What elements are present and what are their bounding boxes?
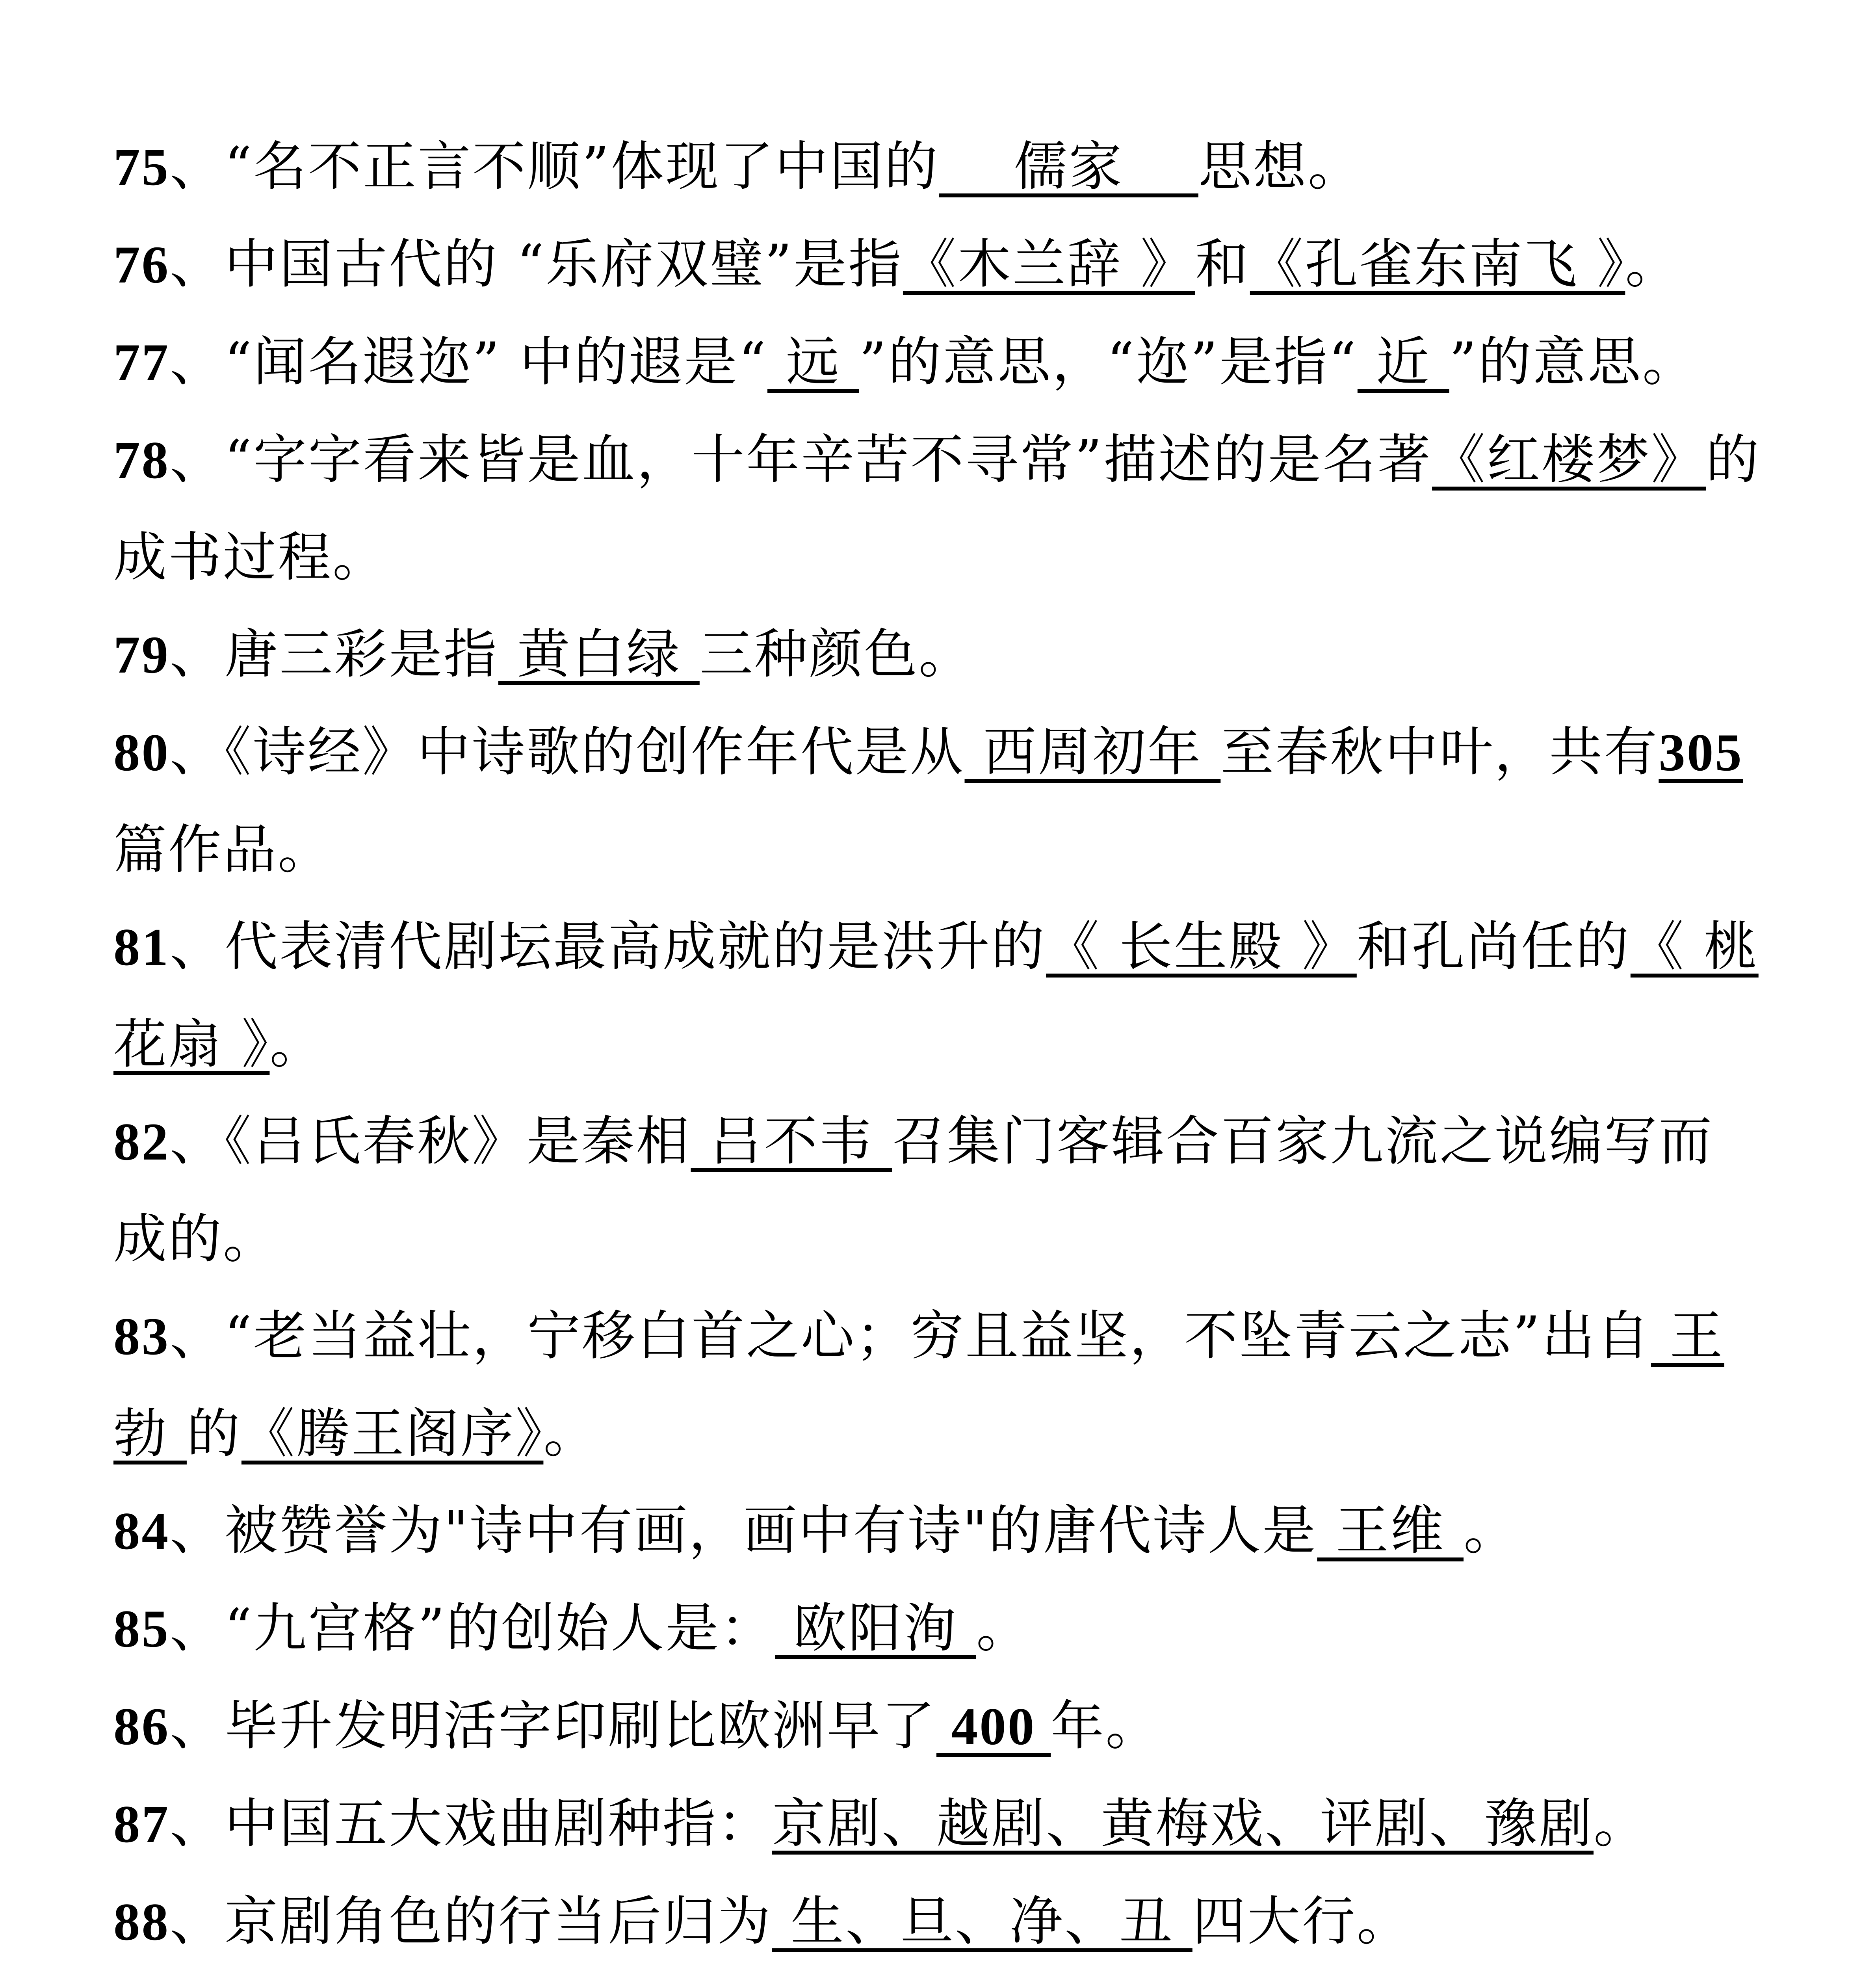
question-text: 四大行。 — [1192, 1890, 1412, 1952]
question-text: 。 — [976, 1597, 1031, 1659]
question-86 — [113, 1678, 1768, 1775]
question-text: 、毕升发明活字印刷比欧洲早了 — [170, 1695, 936, 1757]
answer-blank: 吕不韦 — [691, 1110, 892, 1172]
answer-blank: 欧阳洵 — [775, 1597, 976, 1659]
answer-blank: 《孔雀东南飞 》 — [1250, 233, 1625, 295]
question-text: 。 — [1625, 233, 1680, 295]
question-78 — [113, 411, 1768, 606]
answer-blank: 400 — [936, 1697, 1051, 1756]
answer-blank: 远 — [767, 331, 859, 393]
answer-blank: 西周初年 — [964, 721, 1221, 783]
question-87 — [113, 1775, 1768, 1873]
question-75 — [113, 118, 1768, 216]
answer-blank: 王维 — [1317, 1500, 1464, 1561]
question-number: 77 — [113, 333, 170, 392]
question-number: 83 — [113, 1307, 170, 1366]
question-79 — [113, 606, 1768, 704]
question-85 — [113, 1580, 1768, 1678]
question-80 — [113, 704, 1768, 898]
question-76 — [113, 216, 1768, 314]
answer-blank: 王勃 — [113, 1305, 1724, 1464]
question-number: 87 — [113, 1795, 170, 1854]
question-text: 、“字字看来皆是血，十年辛苦不寻常”描述的是名著 — [170, 429, 1432, 491]
question-text: 、《诗经》中诗歌的创作年代是从 — [170, 721, 965, 783]
question-text: 和孔尚任的 — [1356, 916, 1631, 978]
question-text: 年。 — [1051, 1695, 1160, 1757]
question-text: ”的意思。 — [1449, 331, 1697, 393]
question-text: 、代表清代剧坛最高成就的是洪升的 — [170, 916, 1046, 978]
question-text: 的 — [186, 1403, 241, 1464]
question-82 — [113, 1093, 1768, 1288]
answer-blank: 《腾王阁序》 — [241, 1403, 544, 1464]
answer-blank: 《 桃花扇 》 — [113, 916, 1759, 1075]
question-number: 82 — [113, 1113, 170, 1171]
question-text: 、被赞誉为"诗中有画，画中有诗"的唐代诗人是 — [170, 1500, 1317, 1561]
question-text: 。 — [1594, 1793, 1648, 1855]
question-text: 的成书过程。 — [113, 429, 1761, 588]
answer-blank: 《 长生殿 》 — [1046, 916, 1357, 978]
question-text: 至春秋中叶，共有 — [1220, 721, 1659, 783]
question-88 — [113, 1873, 1768, 1970]
question-text: 。 — [543, 1403, 598, 1464]
answer-blank: 生、旦、净、丑 — [772, 1890, 1192, 1952]
question-84 — [113, 1482, 1768, 1580]
question-number: 79 — [113, 626, 170, 684]
question-number: 75 — [113, 138, 170, 197]
question-text: 、“名不正言不顺”体现了中国的 — [170, 136, 940, 197]
question-text: 、京剧角色的行当后归为 — [170, 1890, 772, 1952]
question-text: 。 — [269, 1013, 325, 1075]
qa-list — [113, 118, 1768, 1970]
answer-blank: 京剧、越剧、黄梅戏、评剧、豫剧 — [772, 1793, 1594, 1855]
question-text: 、“老当益壮，宁移白首之心；穷且益坚，不坠青云之志”出自 — [170, 1305, 1651, 1367]
question-number: 88 — [113, 1893, 170, 1951]
question-text: ”的意思，“迩”是指“ — [859, 331, 1358, 393]
question-text: 思想。 — [1198, 136, 1363, 197]
question-text: 和 — [1195, 233, 1250, 295]
question-text: 、唐三彩是指 — [170, 623, 498, 685]
question-number: 80 — [113, 723, 170, 782]
answer-blank: 《木兰辞 》 — [903, 233, 1195, 295]
question-text: 召集门客辑合百家九流之说编写而成的。 — [113, 1110, 1714, 1270]
question-text: 、“闻名遐迩” 中的遐是“ — [170, 331, 767, 393]
question-number: 85 — [113, 1600, 170, 1658]
answer-blank: 黄白绿 — [498, 623, 700, 685]
answer-blank: 305 — [1659, 723, 1743, 782]
question-text: 、“九宫格”的创始人是： — [170, 1597, 775, 1659]
question-number: 84 — [113, 1502, 170, 1561]
answer-blank: 《红楼梦》 — [1432, 429, 1706, 491]
question-77 — [113, 314, 1768, 411]
question-text: 。 — [1464, 1500, 1519, 1561]
answer-blank: 近 — [1357, 331, 1449, 393]
question-text: 、《吕氏春秋》是秦相 — [170, 1110, 691, 1172]
question-number: 78 — [113, 431, 170, 490]
question-text: 三种颜色。 — [699, 623, 973, 685]
question-text: 、中国古代的 “乐府双璧”是指 — [170, 233, 903, 295]
question-text: 篇作品。 — [113, 819, 332, 881]
question-number: 76 — [113, 236, 170, 294]
question-83 — [113, 1288, 1768, 1482]
answer-blank: __ 儒家 __ — [939, 136, 1198, 197]
question-number: 86 — [113, 1697, 170, 1756]
question-81 — [113, 898, 1768, 1093]
question-text: 、中国五大戏曲剧种指： — [170, 1793, 772, 1855]
question-number: 81 — [113, 918, 170, 977]
